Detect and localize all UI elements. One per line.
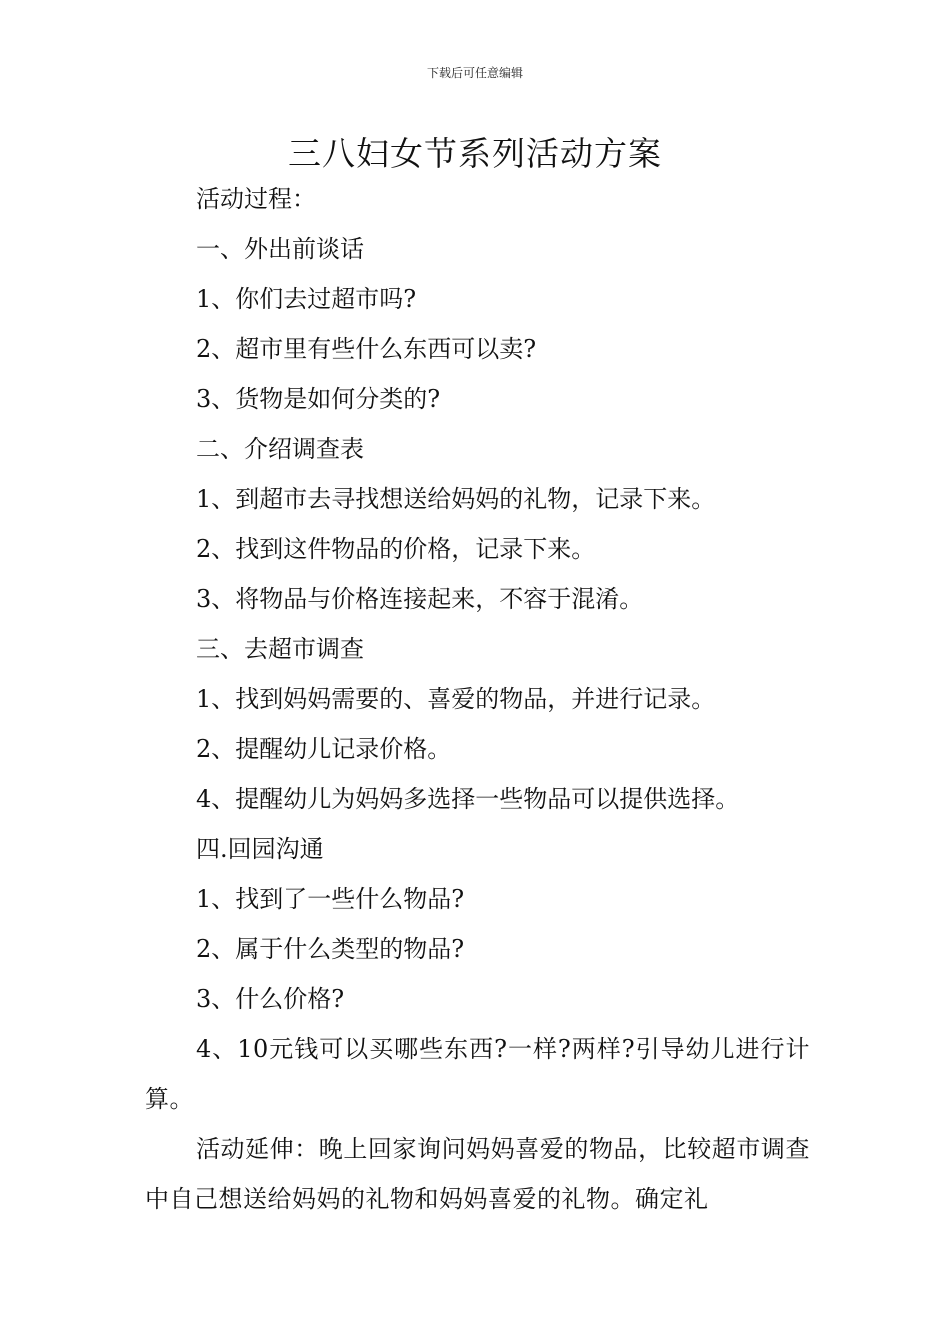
text-line: 1、你们去过超市吗? — [196, 285, 417, 313]
text-line: 3、将物品与价格连接起来，不容于混淆。 — [196, 585, 644, 613]
text-line: 3、什么价格? — [196, 985, 345, 1013]
text-line: 2、找到这件物品的价格，记录下来。 — [196, 535, 596, 563]
section-heading: 一、外出前谈话 — [196, 235, 364, 263]
paragraph: 4、10元钱可以买哪些东西?一样?两样?引导幼儿进行计算。 — [145, 1035, 810, 1113]
document-body — [145, 174, 810, 1224]
text-line: 活动过程： — [196, 185, 316, 213]
paragraph: 活动延伸：晚上回家询问妈妈喜爱的物品，比较超市调查中自己想送给妈妈的礼物和妈妈喜爱的礼物。确定礼 — [145, 1135, 810, 1213]
text-line: 4、提醒幼儿为妈妈多选择一些物品可以提供选择。 — [196, 785, 740, 813]
document-title: 三八妇女节系列活动方案 — [288, 134, 662, 173]
text-line: 1、到超市去寻找想送给妈妈的礼物，记录下来。 — [196, 485, 716, 513]
text-line: 1、找到妈妈需要的、喜爱的物品，并进行记录。 — [196, 685, 716, 713]
section-heading: 三、去超市调查 — [196, 635, 364, 663]
section-heading: 四.回园沟通 — [196, 835, 324, 863]
text-line: 3、货物是如何分类的? — [196, 385, 441, 413]
text-line: 2、超市里有些什么东西可以卖? — [196, 335, 537, 363]
text-line: 1、找到了一些什么物品? — [196, 885, 465, 913]
text-line: 2、属于什么类型的物品? — [196, 935, 465, 963]
section-heading: 二、介绍调查表 — [196, 435, 364, 463]
header-note: 下载后可任意编辑 — [426, 66, 523, 80]
text-line: 2、提醒幼儿记录价格。 — [196, 735, 452, 763]
